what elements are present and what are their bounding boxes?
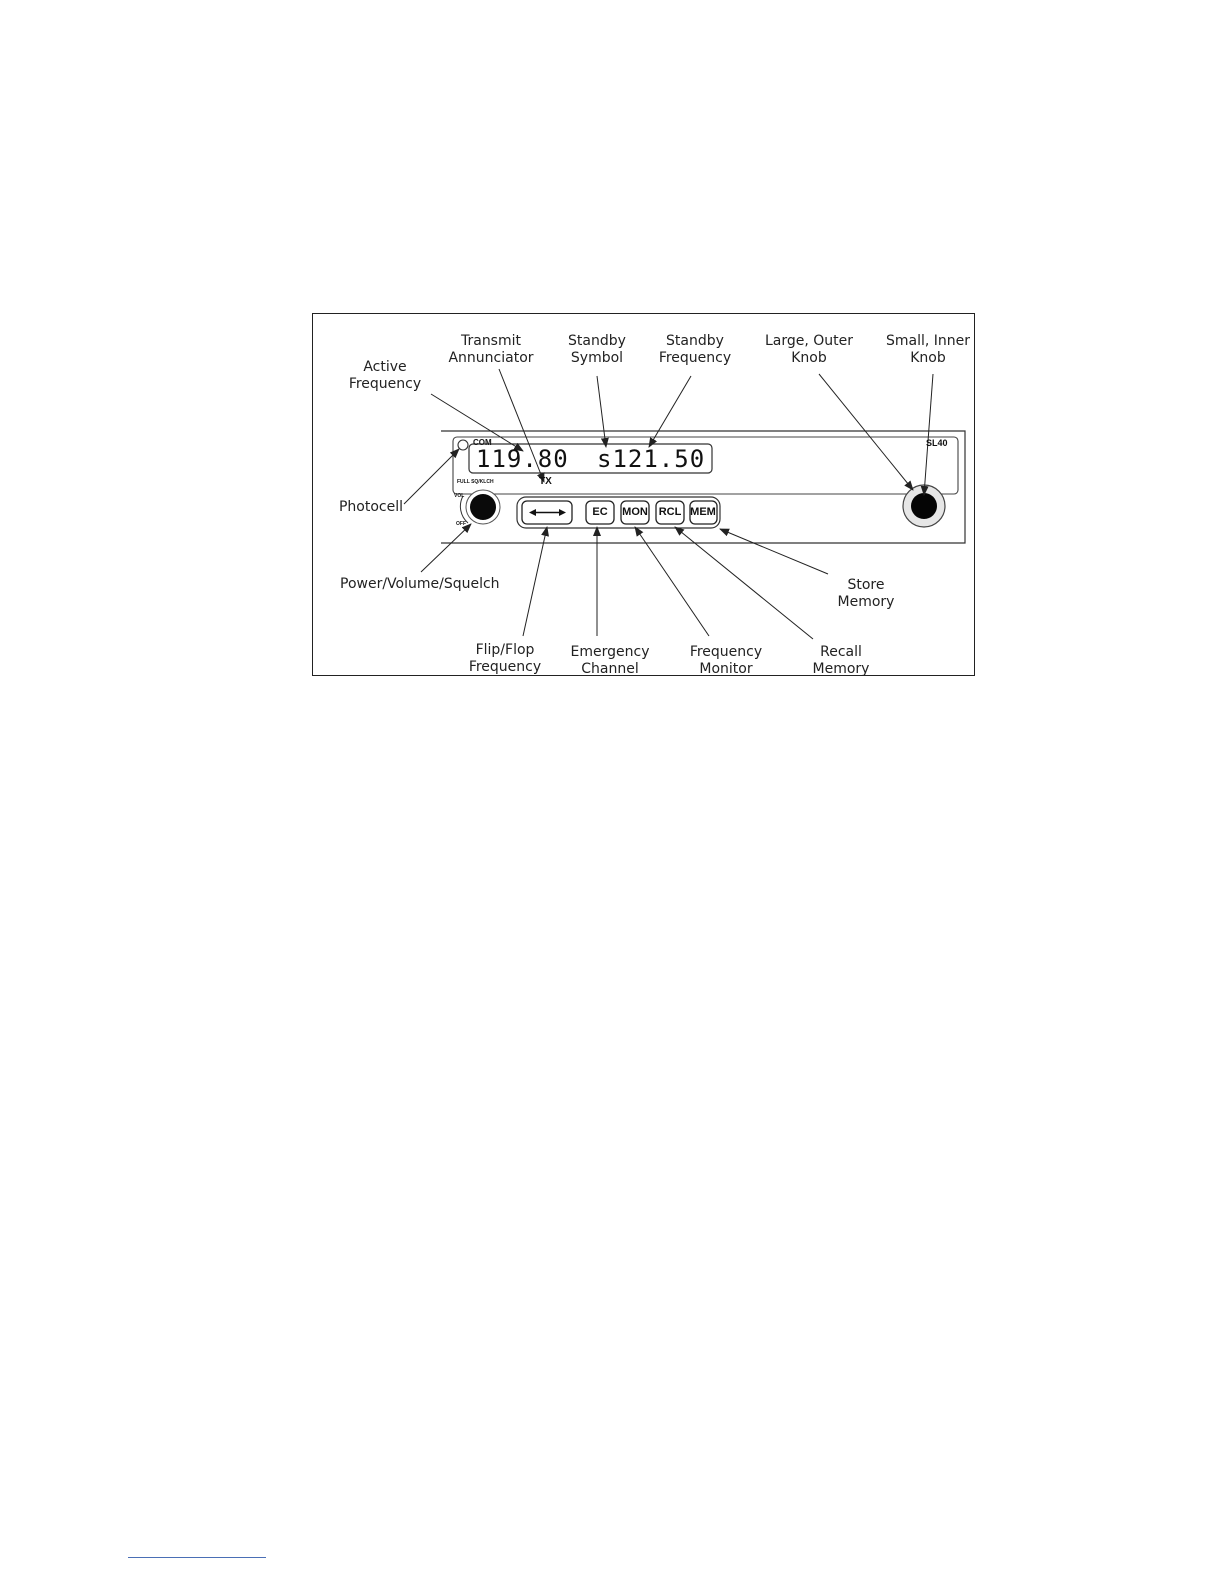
callout-transmit-annunciator: Transmit Annunciator bbox=[448, 333, 534, 366]
tx-annunciator: TX bbox=[539, 476, 552, 487]
squelch-label: FULL SQ/KLCH bbox=[457, 479, 494, 485]
off-label: OFF bbox=[456, 521, 466, 527]
callout-flip-flop-frequency: Flip/Flop Frequency bbox=[468, 642, 542, 675]
callout-recall-memory: Recall Memory bbox=[812, 644, 870, 677]
leader-photocell bbox=[404, 449, 459, 504]
callout-photocell: Photocell bbox=[338, 499, 404, 515]
figure-frame bbox=[312, 313, 975, 676]
model-label: SL40 bbox=[926, 438, 948, 448]
standby-frequency-value: 121.50 bbox=[612, 445, 706, 473]
standby-frequency-readout bbox=[597, 447, 705, 471]
leader-power-volume-squelch bbox=[421, 524, 471, 572]
leader-store-memory bbox=[720, 529, 828, 574]
mem-button-label: MEM bbox=[690, 506, 716, 518]
callout-emergency-channel: Emergency Channel bbox=[570, 644, 650, 677]
mon-button-label: MON bbox=[622, 506, 648, 518]
callout-standby-frequency: Standby Frequency bbox=[658, 333, 732, 366]
leader-standby-symbol bbox=[597, 376, 606, 447]
photocell bbox=[458, 440, 468, 450]
callout-large-outer-knob: Large, Outer Knob bbox=[764, 333, 854, 366]
small-inner-knob bbox=[911, 493, 937, 519]
footnote-rule bbox=[128, 1557, 266, 1558]
callout-standby-symbol: Standby Symbol bbox=[568, 333, 626, 366]
com-label: COM bbox=[473, 438, 492, 447]
callout-frequency-monitor: Frequency Monitor bbox=[689, 644, 763, 677]
callout-small-inner-knob: Small, Inner Knob bbox=[885, 333, 971, 366]
vol-label: VOL bbox=[454, 493, 465, 499]
power-volume-squelch-knob[interactable] bbox=[460, 490, 500, 524]
callout-active-frequency: Active Frequency bbox=[348, 359, 422, 392]
standby-symbol: s bbox=[597, 445, 613, 473]
callout-power-volume-squelch: Power/Volume/Squelch bbox=[340, 576, 500, 592]
leader-recall-memory bbox=[675, 527, 813, 639]
rcl-button-label: RCL bbox=[658, 506, 682, 518]
active-frequency-readout: 119.80 bbox=[476, 445, 569, 473]
leader-standby-frequency bbox=[649, 376, 691, 447]
ec-button-label: EC bbox=[592, 506, 608, 518]
callout-store-memory: Store Memory bbox=[837, 577, 895, 610]
